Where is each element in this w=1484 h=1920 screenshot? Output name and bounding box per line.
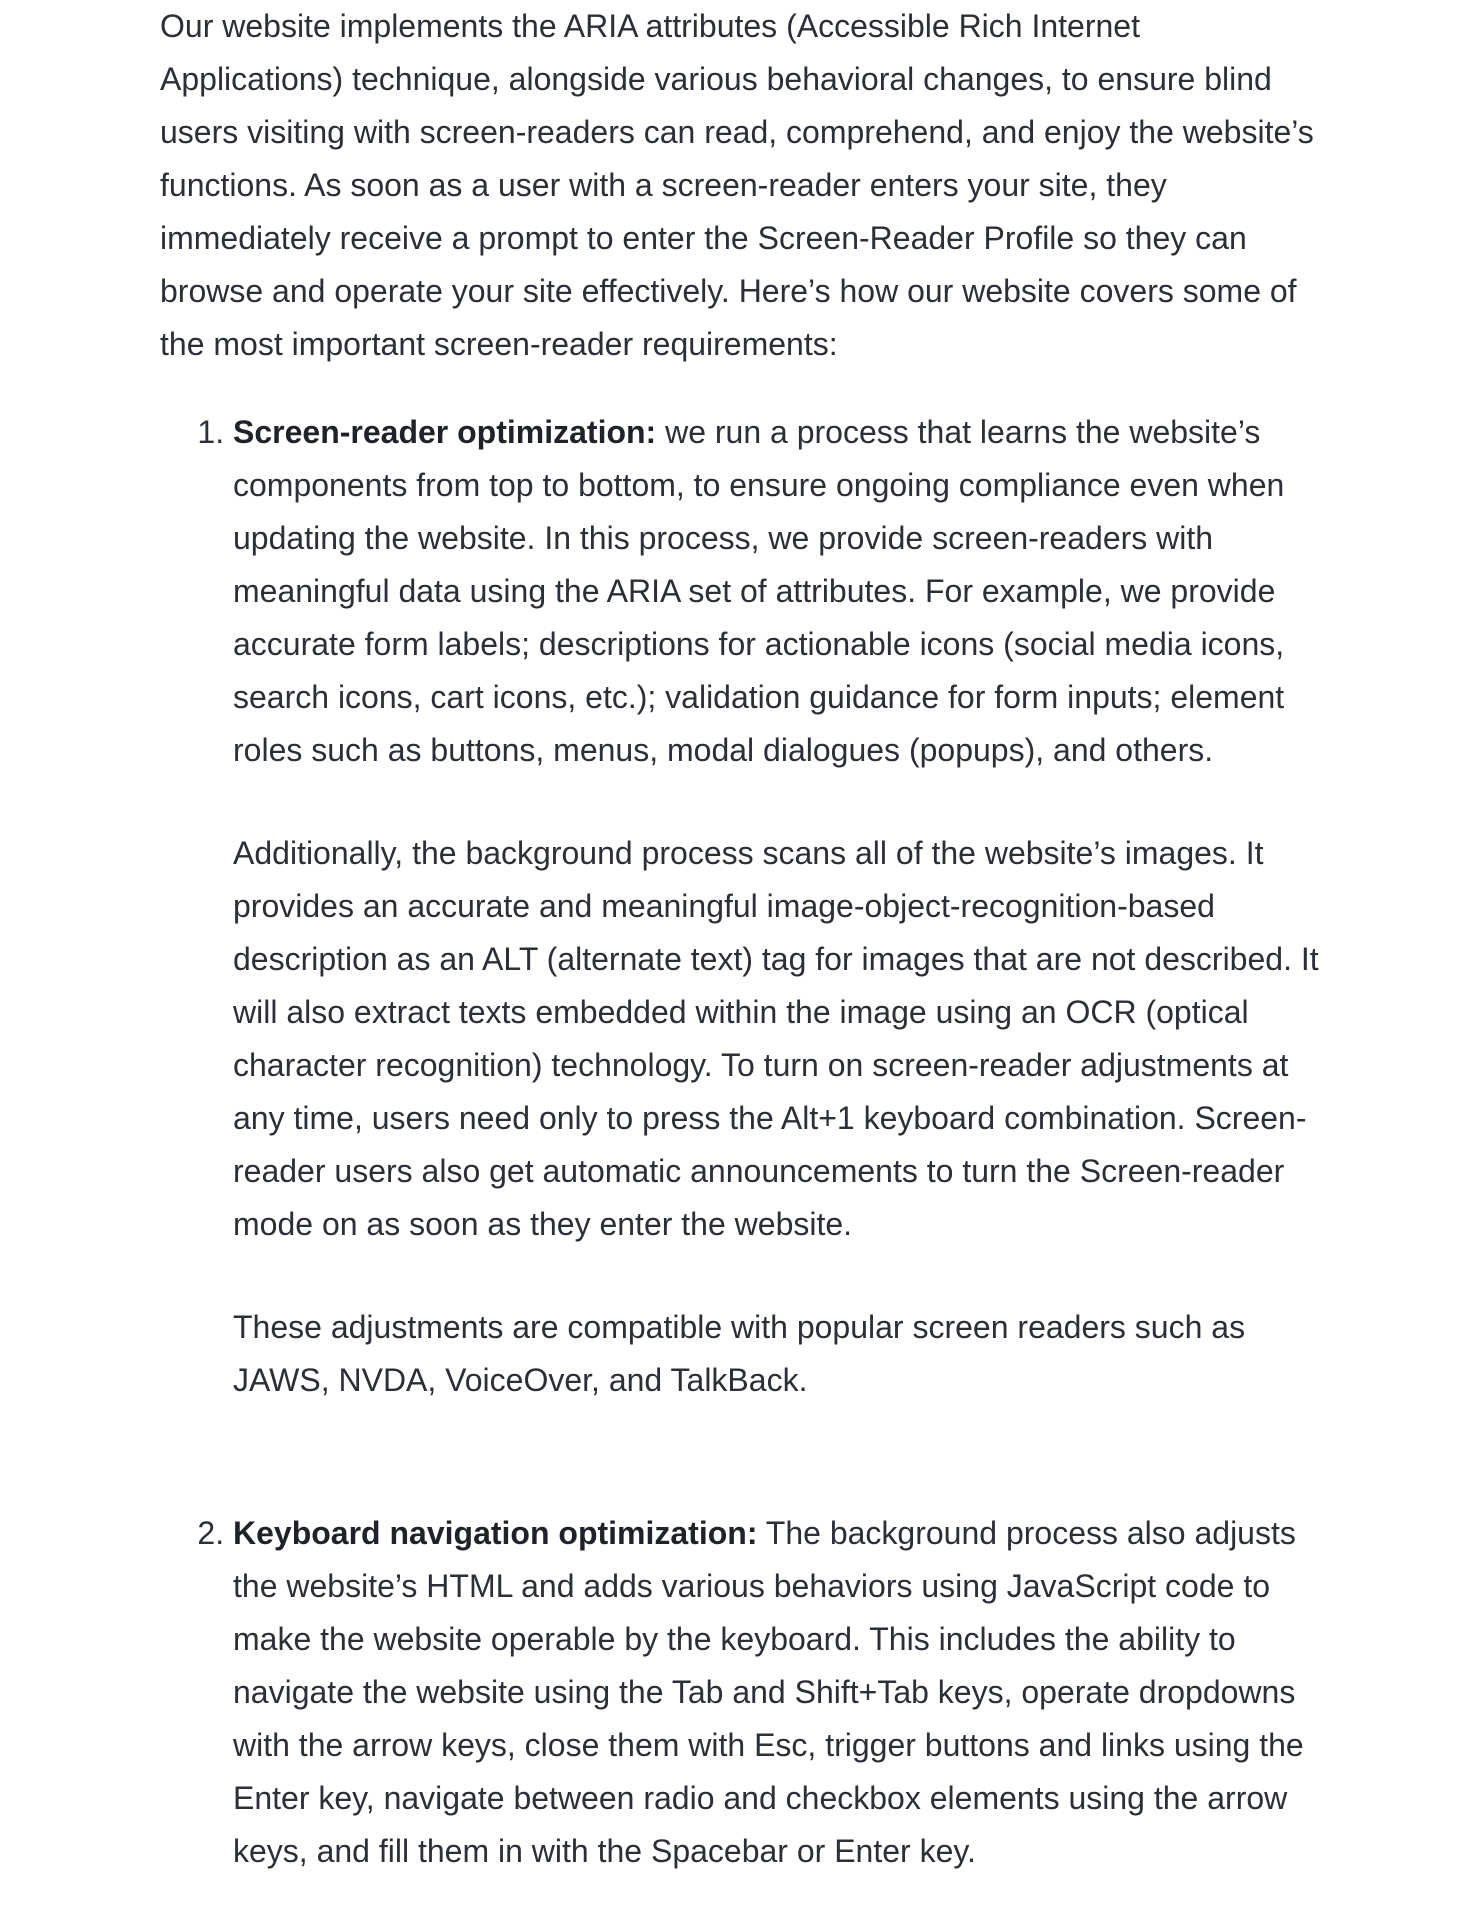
item-paragraph-compatibility: These adjustments are compatible with popular screen readers such as JAWS, NVDA, VoiceOver, and TalkBack. xyxy=(233,1309,1246,1398)
list-item-keyboard-navigation-optimization xyxy=(233,1507,1330,1878)
item-text: we run a process that learns the website’s components from top to bottom, to ensure ongoing compliance even when updating the website. In this process, we provide screen-readers with meaningful data using the ARIA set of attributes. For example, we provide accurate form labels; descriptions for actionable icons (social media icons, search icons, cart icons, etc.); validation guidance for form inputs; element roles such as buttons, menus, modal dialogues (popups), and others. xyxy=(233,414,1285,768)
article-content xyxy=(160,0,1330,1878)
item-title: Keyboard navigation optimization: xyxy=(233,1515,758,1551)
item-title: Screen-reader optimization: xyxy=(233,414,657,450)
list-item-screen-reader-optimization xyxy=(233,406,1330,1407)
item-paragraph xyxy=(233,1507,1330,1878)
requirements-list xyxy=(160,406,1330,1878)
item-paragraph-images: Additionally, the background process scans all of the website’s images. It provides an accurate and meaningful image-object-recognition-based description as an ALT (alternate text) tag for images that are not described. It will also extract texts embedded within the image using an OCR (optical character recognition) technology. To turn on screen-reader adjustments at any time, users need only to press the Alt+1 keyboard combination. Screen-reader users also get automatic announcements to turn the Screen-reader mode on as soon as they enter the website. xyxy=(233,835,1319,1242)
item-text: The background process also adjusts the website’s HTML and adds various behaviors using JavaScript code to make the website operable by the keyboard. This includes the ability to navigate the website using the Tab and Shift+Tab keys, operate dropdowns with the arrow keys, close them with Esc, trigger buttons and links using the Enter key, navigate between radio and checkbox elements using the arrow keys, and fill them in with the Spacebar or Enter key. xyxy=(233,1515,1304,1869)
intro-paragraph: Our website implements the ARIA attributes (Accessible Rich Internet Applications) technique, alongside various behavioral changes, to ensure blind users visiting with screen-readers can read, comprehend, and enjoy the website’s functions. As soon as a user with a screen-reader enters your site, they immediately receive a prompt to enter the Screen-Reader Profile so they can browse and operate your site effectively. Here’s how our website covers some of the most important screen-reader requirements: xyxy=(160,8,1314,362)
item-paragraph xyxy=(233,406,1330,777)
